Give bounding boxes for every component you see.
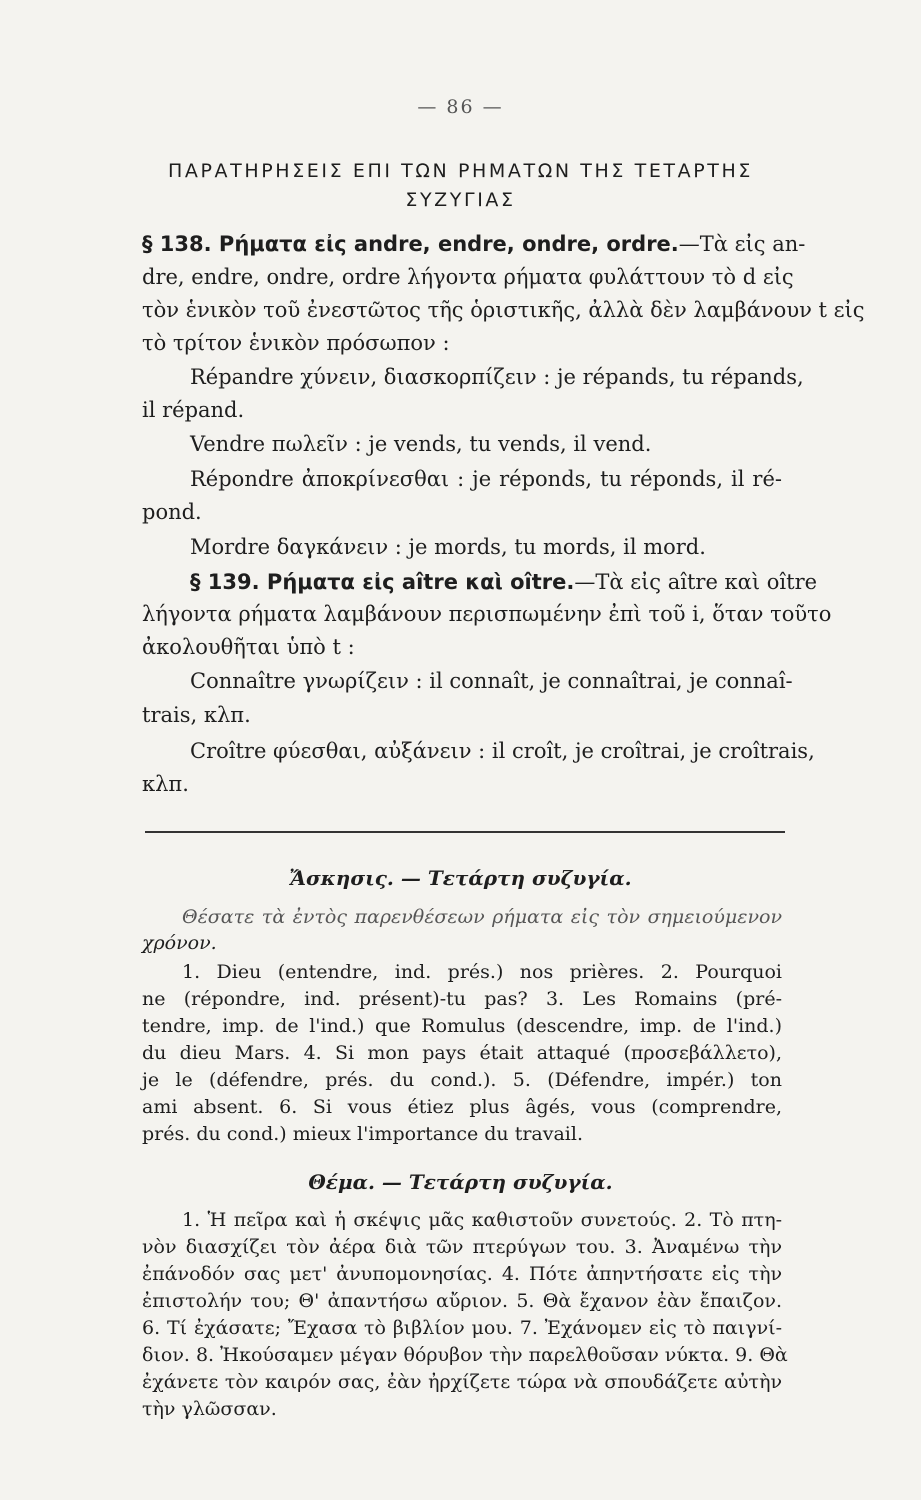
- exercise-line: 1. Dieu (entendre, ind. prés.) nos prières. 2. Pourquoi: [182, 961, 782, 983]
- theme-line: τὴν γλῶσσαν.: [142, 1398, 277, 1420]
- section-138-title: § 138. Ρήματα εἰς andre, endre, ondre, ordre.: [142, 232, 679, 256]
- example-line: pond.: [142, 500, 202, 524]
- exercise-line: ami absent. 6. Si vous étiez plus âgés, vous (comprendre,: [142, 1096, 782, 1118]
- paragraph-line: dre, endre, ondre, ordre λήγοντα ρήματα φυλάττουν τὸ d εἰς: [142, 265, 794, 289]
- example-line: trais, κλπ.: [142, 703, 251, 727]
- example-line: Vendre πωλεῖν : je vends, tu vends, il vend.: [190, 432, 652, 456]
- theme-line: ἐπιστολήν του; Θ' ἀπαντήσω αὔριον. 5. Θὰ ἔχανον ἐὰν ἔπαιζον.: [142, 1290, 782, 1312]
- theme-line: νὸν διασχίζει τὸν ἀέρα διὰ τῶν πτερύγων του. 3. Ἀναμένω τὴν: [142, 1236, 782, 1258]
- exercise-line: je le (défendre, prés. du cond.). 5. (Défendre, impér.) ton: [142, 1069, 782, 1091]
- exercise-instruction: χρόνον.: [142, 932, 217, 954]
- theme-line: ἐπάνοδόν σας μετ' ἀνυπομονησίας. 4. Πότε ἀπηντήσατε εἰς τὴν: [142, 1263, 782, 1285]
- exercise-line: prés. du cond.) mieux l'importance du travail.: [142, 1123, 583, 1145]
- page-number: — 86 —: [417, 96, 504, 118]
- section-139-heading: [190, 568, 818, 596]
- exercise-instruction: Θέσατε τὰ ἐντὸς παρενθέσεων ρήματα εἰς τὸν σημειούμενον: [182, 906, 782, 928]
- theme-line: διον. 8. Ἠκούσαμεν μέγαν θόρυβον τὴν παρελθοῦσαν νύκτα. 9. Θὰ: [142, 1344, 788, 1366]
- theme-line: 1. Ἡ πεῖρα καὶ ἡ σκέψις μᾶς καθιστοῦν συνετούς. 2. Τὸ πτη-: [182, 1209, 782, 1231]
- section-138-heading: [142, 230, 806, 258]
- example-line: Mordre δαγκάνειν : je mords, tu mords, il mord.: [190, 535, 706, 559]
- section-138-intro: —Τὰ εἰς an-: [678, 232, 806, 256]
- paragraph-line: τὸν ἑνικὸν τοῦ ἐνεστῶτος τῆς ὁριστικῆς, ἀλλὰ δὲν λαμβάνουν t εἰς: [142, 298, 865, 322]
- section-139-title: § 139. Ρήματα εἰς aître καὶ oître.: [190, 570, 575, 594]
- chapter-heading-line1: ΠΑΡΑΤΗΡΗΣΕΙΣ ΕΠΙ ΤΩΝ ΡΗΜΑΤΩΝ ΤΗΣ ΤΕΤΑΡΤΗΣ: [168, 160, 753, 182]
- theme-title: Θέμα. — Τετάρτη συζυγία.: [308, 1170, 613, 1194]
- example-line: Répondre ἀποκρίνεσθαι : je réponds, tu réponds, il ré-: [190, 467, 782, 491]
- theme-line: ἐχάνετε τὸν καιρόν σας, ἐὰν ἠρχίζετε τώρα νὰ σπουδάζετε αὐτὴν: [142, 1371, 782, 1393]
- exercise-line: ne (répondre, ind. présent)-tu pas? 3. Les Romains (pré-: [142, 988, 782, 1010]
- paragraph-line: λήγοντα ρήματα λαμβάνουν περισπωμένην ἐπὶ τοῦ i, ὅταν τοῦτο: [142, 602, 832, 626]
- section-139-intro: —Τὰ εἰς aître καὶ oître: [574, 570, 818, 594]
- exercise-title: Ἄσκησις. — Τετάρτη συζυγία.: [289, 866, 632, 890]
- example-line: il répand.: [142, 398, 245, 422]
- example-line: Connaître γνωρίζειν : il connaît, je connaîtrai, je connaî-: [190, 669, 793, 693]
- exercise-line: du dieu Mars. 4. Si mon pays était attaqué (προσεβάλλετο),: [142, 1042, 782, 1064]
- example-line: κλπ.: [142, 772, 189, 796]
- theme-line: 6. Τί ἐχάσατε; Ἔχασα τὸ βιβλίον μου. 7. Ἐχάνομεν εἰς τὸ παιγνί-: [142, 1317, 782, 1339]
- exercise-line: tendre, imp. de l'ind.) que Romulus (descendre, imp. de l'ind.): [142, 1015, 782, 1037]
- section-divider: [145, 831, 785, 833]
- example-line: Répandre χύνειν, διασκορπίζειν : je répands, tu répands,: [190, 365, 804, 389]
- example-line: Croître φύεσθαι, αὐξάνειν : il croît, je croîtrai, je croîtrais,: [190, 739, 815, 763]
- paragraph-line: ἀκολουθῆται ὑπὸ t :: [142, 635, 355, 659]
- paragraph-line: τὸ τρίτον ἑνικὸν πρόσωπον :: [142, 331, 450, 355]
- chapter-heading-line2: ΣΥΖΥΓΙΑΣ: [405, 189, 516, 211]
